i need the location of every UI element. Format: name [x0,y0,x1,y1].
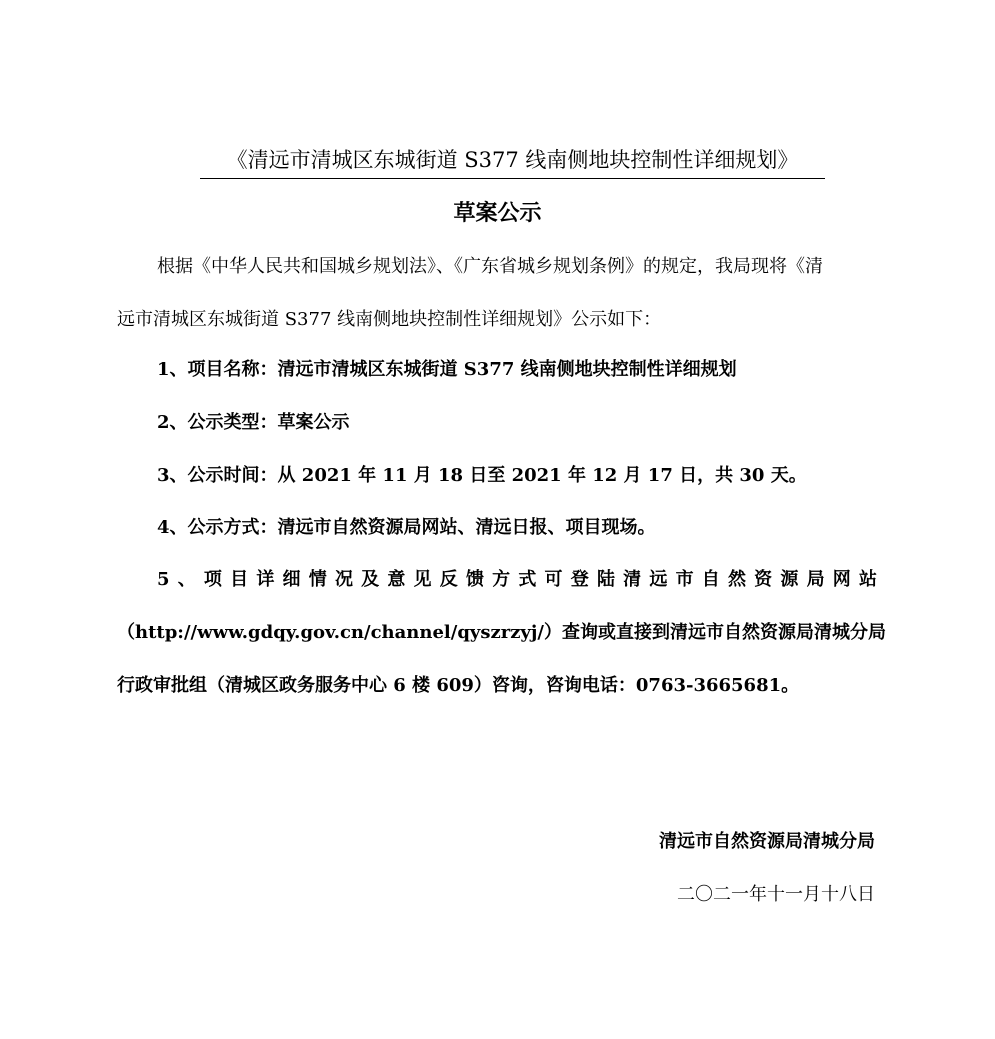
item-project-name: 1、项目名称：清远市清城区东城街道 S377 线南侧地块控制性详细规划 [157,359,737,380]
signature-organization: 清远市自然资源局清城分局 [659,831,875,852]
document-subtitle: 草案公示 [453,200,542,226]
item-notice-type: 2、公示类型：草案公示 [157,412,350,433]
intro-paragraph-line-1: 根据《中华人民共和国城乡规划法》、《广东省城乡规划条例》的规定，我局现将《清 [157,256,823,277]
intro-paragraph-line-2: 远市清城区东城街道 S377 线南侧地块控制性详细规划》公示如下： [117,309,662,330]
signature-date: 二〇二一年十一月十八日 [677,884,875,905]
item-details-line-3: 行政审批组（清城区政务服务中心 6 楼 609）咨询，咨询电话：0763-3665681。 [117,675,800,696]
item-details-line-1: 5、项目详细情况及意见反馈方式可登陆清远市自然资源局网站 [157,569,877,590]
item-details-line-2: （http://www.gdqy.gov.cn/channel/qyszrzyj/）查询或直接到清远市自然资源局清城分局 [117,622,886,643]
item-notice-method: 4、公示方式：清远市自然资源局网站、清远日报、项目现场。 [157,517,656,538]
document-title: 《清远市清城区东城街道 S377 线南侧地块控制性详细规划》 [200,142,825,179]
item-notice-period: 3、公示时间：从 2021 年 11 月 18 日至 2021 年 12 月 17 日，共 30 天。 [157,465,807,486]
